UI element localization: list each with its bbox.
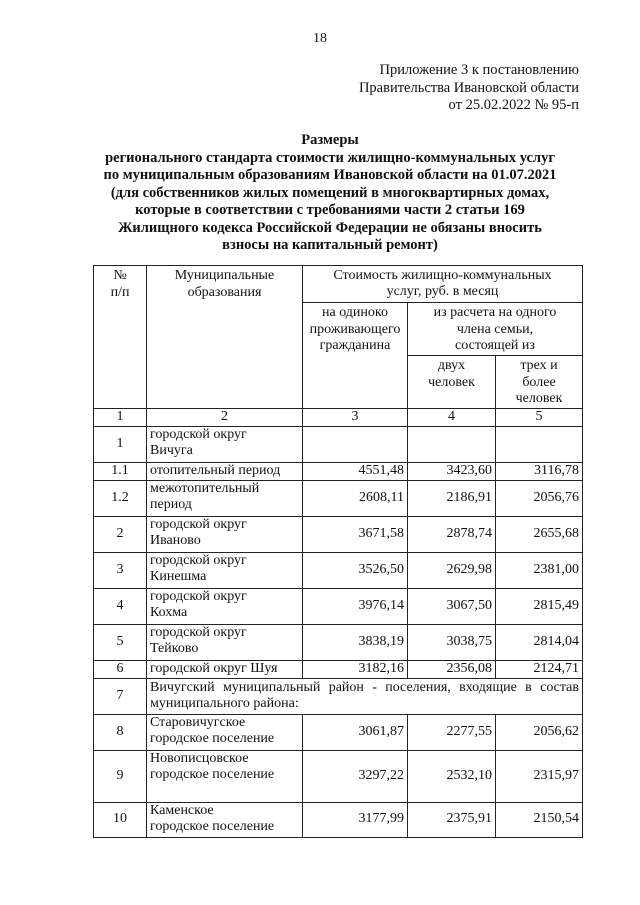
document-title bbox=[80, 132, 580, 255]
title-line: (для собственников жилых помещений в многоквартирных домах, bbox=[110, 184, 550, 201]
municipality-name: Новописцовское городское поселение bbox=[147, 750, 303, 802]
title-line: Размеры bbox=[301, 132, 359, 148]
table-row bbox=[94, 624, 583, 660]
municipality-name: Каменское городское поселение bbox=[147, 802, 303, 837]
header-per-member: из расчета на одного члена семьи, состоящей из bbox=[408, 303, 583, 356]
cost-two-persons: 2356,08 bbox=[408, 660, 496, 678]
cost-single: 3838,19 bbox=[303, 624, 408, 660]
title-line: по муниципальным образованиям Ивановской области на 01.07.2021 bbox=[103, 167, 557, 183]
row-number: 1.2 bbox=[94, 480, 147, 516]
section-heading: Вичугский муниципальный район - поселения, входящие в состав муниципального района: bbox=[147, 678, 583, 714]
cost-three-plus: 2056,62 bbox=[496, 714, 583, 750]
row-number: 7 bbox=[94, 678, 147, 714]
cost-three-plus: 2315,97 bbox=[496, 750, 583, 802]
row-number: 4 bbox=[94, 588, 147, 624]
cost-table bbox=[93, 265, 583, 838]
cost-single: 3297,22 bbox=[303, 750, 408, 802]
municipality-name: межотопительный период bbox=[147, 480, 303, 516]
header-three: трех и более человек bbox=[496, 356, 583, 409]
appendix-line: Приложение 3 к постановлению bbox=[379, 62, 579, 78]
table-row bbox=[94, 750, 583, 802]
cost-two-persons: 2878,74 bbox=[408, 516, 496, 552]
cost-two-persons: 3067,50 bbox=[408, 588, 496, 624]
cost-three-plus: 2815,49 bbox=[496, 588, 583, 624]
municipality-name: городской округ Кинешма bbox=[147, 552, 303, 588]
cost-three-plus: 2814,04 bbox=[496, 624, 583, 660]
col-number: 1 bbox=[94, 408, 147, 426]
table-row bbox=[94, 462, 583, 480]
row-number: 3 bbox=[94, 552, 147, 588]
cost-single bbox=[303, 426, 408, 462]
municipality-name: Старовичугское городское поселение bbox=[147, 714, 303, 750]
cost-three-plus bbox=[496, 426, 583, 462]
section-row bbox=[94, 678, 583, 714]
cost-two-persons: 3423,60 bbox=[408, 462, 496, 480]
title-line: взносы на капитальный ремонт) bbox=[222, 237, 438, 253]
title-line: Жилищного кодекса Российской Федерации не обязаны вносить bbox=[118, 219, 542, 236]
appendix-header bbox=[359, 62, 579, 115]
cost-two-persons bbox=[408, 426, 496, 462]
cost-single: 3526,50 bbox=[303, 552, 408, 588]
appendix-line: Правительства Ивановской области bbox=[358, 79, 579, 96]
cost-three-plus: 2150,54 bbox=[496, 802, 583, 837]
cost-three-plus: 2381,00 bbox=[496, 552, 583, 588]
col-number: 5 bbox=[496, 408, 583, 426]
header-municipality: Муниципальные образования bbox=[147, 266, 303, 409]
col-number: 4 bbox=[408, 408, 496, 426]
table-row bbox=[94, 516, 583, 552]
row-number: 1.1 bbox=[94, 462, 147, 480]
title-line: регионального стандарта стоимости жилищно-коммунальных услуг bbox=[105, 149, 555, 166]
municipality-name: городской округ Тейково bbox=[147, 624, 303, 660]
table-row bbox=[94, 426, 583, 462]
cost-two-persons: 2629,98 bbox=[408, 552, 496, 588]
header-single: на одиноко проживающего гражданина bbox=[303, 303, 408, 409]
header-num: № п/п bbox=[94, 266, 147, 409]
cost-single: 3177,99 bbox=[303, 802, 408, 837]
appendix-line: от 25.02.2022 № 95-п bbox=[448, 97, 579, 113]
header-two: двух человек bbox=[408, 356, 496, 409]
cost-three-plus: 2056,76 bbox=[496, 480, 583, 516]
table-row bbox=[94, 480, 583, 516]
cost-single: 2608,11 bbox=[303, 480, 408, 516]
cost-three-plus: 2655,68 bbox=[496, 516, 583, 552]
row-number: 5 bbox=[94, 624, 147, 660]
municipality-name: городской округ Вичуга bbox=[147, 426, 303, 462]
title-line: которые в соответствии с требованиями части 2 статьи 169 bbox=[135, 202, 525, 218]
col-number: 2 bbox=[147, 408, 303, 426]
cost-three-plus: 2124,71 bbox=[496, 660, 583, 678]
table-row bbox=[94, 552, 583, 588]
col-number: 3 bbox=[303, 408, 408, 426]
row-number: 9 bbox=[94, 750, 147, 802]
cost-three-plus: 3116,78 bbox=[496, 462, 583, 480]
cost-two-persons: 2277,55 bbox=[408, 714, 496, 750]
row-number: 1 bbox=[94, 426, 147, 462]
table-row bbox=[94, 714, 583, 750]
cost-two-persons: 2186,91 bbox=[408, 480, 496, 516]
row-number: 8 bbox=[94, 714, 147, 750]
row-number: 10 bbox=[94, 802, 147, 837]
table-row bbox=[94, 660, 583, 678]
cost-two-persons: 2375,91 bbox=[408, 802, 496, 837]
municipality-name: городской округ Шуя bbox=[147, 660, 303, 678]
cost-single: 3671,58 bbox=[303, 516, 408, 552]
row-number: 6 bbox=[94, 660, 147, 678]
cost-single: 4551,48 bbox=[303, 462, 408, 480]
row-number: 2 bbox=[94, 516, 147, 552]
cost-two-persons: 2532,10 bbox=[408, 750, 496, 802]
page-number: 18 bbox=[313, 31, 327, 46]
cost-two-persons: 3038,75 bbox=[408, 624, 496, 660]
table-row bbox=[94, 802, 583, 837]
municipality-name: отопительный период bbox=[147, 462, 303, 480]
cost-single: 3976,14 bbox=[303, 588, 408, 624]
cost-single: 3061,87 bbox=[303, 714, 408, 750]
header-cost: Стоимость жилищно-коммунальных услуг, руб. в месяц bbox=[303, 266, 583, 303]
cost-single: 3182,16 bbox=[303, 660, 408, 678]
municipality-name: городской округ Кохма bbox=[147, 588, 303, 624]
table-row bbox=[94, 588, 583, 624]
municipality-name: городской округ Иваново bbox=[147, 516, 303, 552]
